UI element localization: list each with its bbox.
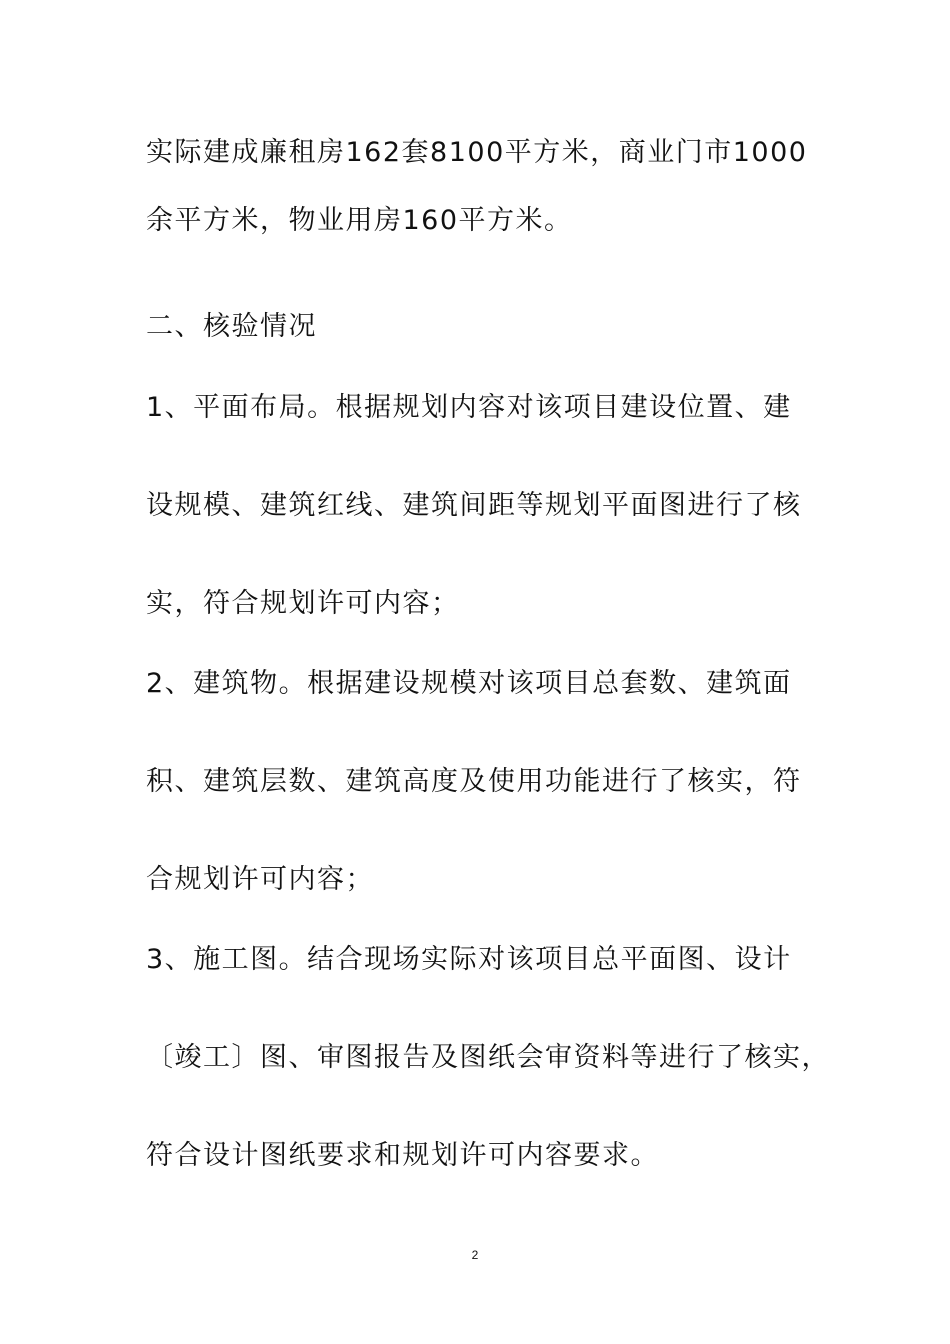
- body-text-line: 符合设计图纸要求和规划许可内容要求。: [146, 1140, 659, 1171]
- body-text-line: 实际建成廉租房162套8100平方米，商业门市1000: [146, 137, 808, 168]
- section-heading: 二、核验情况: [146, 311, 317, 342]
- body-text-line: 1、平面布局。根据规划内容对该项目建设位置、建: [146, 392, 792, 423]
- body-text-line: 合规划许可内容；: [146, 864, 374, 895]
- body-text-line: 设规模、建筑红线、建筑间距等规划平面图进行了核: [146, 490, 802, 521]
- body-text-line: 〔竣工〕图、审图报告及图纸会审资料等进行了核实，: [146, 1042, 830, 1073]
- body-text-line: 2、建筑物。根据建设规模对该项目总套数、建筑面: [146, 668, 792, 699]
- body-text-line: 余平方米，物业用房160平方米。: [146, 205, 573, 236]
- body-text-line: 积、建筑层数、建筑高度及使用功能进行了核实，符: [146, 766, 802, 797]
- body-text-line: 实，符合规划许可内容；: [146, 588, 460, 619]
- page-number: 2: [471, 1248, 479, 1262]
- body-text-line: 3、施工图。结合现场实际对该项目总平面图、设计: [146, 944, 792, 975]
